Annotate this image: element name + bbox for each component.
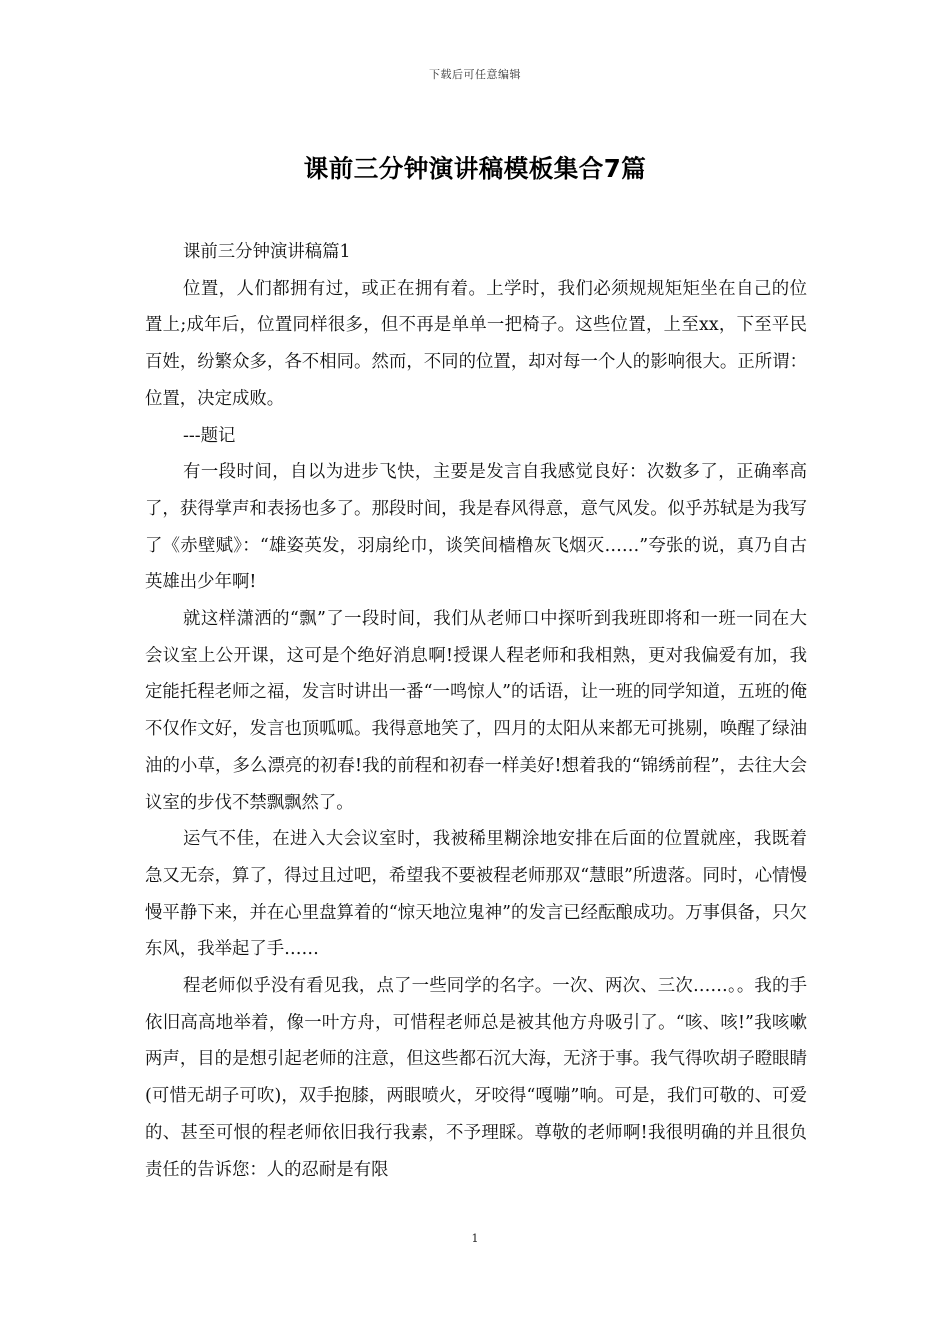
body-paragraph: 就这样潇洒的“飘”了一段时间，我们从老师口中探听到我班即将和一班一同在大会议室上公开课，这可是个绝好消息啊!授课人程老师和我相熟，更对我偏爱有加，我定能托程老师之福，发言时讲出一番“一鸣惊人”的话语，让一班的同学知道，五班的俺不仅作文好，发言也顶呱呱。我得意地笑了，四月的太阳从来都无可挑剔，唤醒了绿油油的小草，多么漂亮的初春!我的前程和初春一样美好!想着我的“锦绣前程”，去往大会议室的步伐不禁飘飘然了。 — [145, 609, 807, 813]
body-paragraph: 有一段时间，自以为进步飞快，主要是发言自我感觉良好：次数多了，正确率高了，获得掌声和表扬也多了。那段时间，我是春风得意，意气风发。似乎苏轼是为我写了《赤壁赋》：“雄姿英发，羽扇纶巾，谈笑间樯橹灰飞烟灭……”夸张的说，真乃自古英雄出少年啊! — [145, 462, 807, 593]
body-paragraph: 运气不佳，在进入大会议室时，我被稀里糊涂地安排在后面的位置就座，我既着急又无奈，算了，得过且过吧，希望我不要被程老师那双“慧眼”所遗落。同时，心情慢慢平静下来，并在心里盘算着的“惊天地泣鬼神”的发言已经酝酿成功。万事俱备，只欠东风，我举起了手…… — [145, 829, 807, 960]
page-header: 下载后可任意编辑 — [429, 68, 521, 81]
section-heading: 课前三分钟演讲稿篇1 — [183, 242, 351, 262]
document-title: 课前三分钟演讲稿模板集合7篇 — [303, 154, 647, 183]
body-paragraph: 位置，人们都拥有过，或正在拥有着。上学时，我们必须规规矩矩坐在自己的位置上;成年后，位置同样很多，但不再是单单一把椅子。这些位置，上至xx，下至平民百姓，纷繁众多，各不相同。然而，不同的位置，却对每一个人的影响很大。正所谓：位置，决定成败。 — [145, 278, 807, 409]
document-body — [145, 234, 807, 1188]
epigraph-attribution: ---题记 — [183, 425, 236, 446]
body-paragraph: 程老师似乎没有看见我，点了一些同学的名字。一次、两次、三次……。。我的手依旧高高地举着，像一叶方舟，可惜程老师总是被其他方舟吸引了。“咳、咳!”我咳嗽两声，目的是想引起老师的注意，但这些都石沉大海，无济于事。我气得吹胡子瞪眼睛(可惜无胡子可吹)，双手抱膝，两眼喷火，牙咬得“嘎嘣”响。可是，我们可敬的、可爱的、甚至可恨的程老师依旧我行我素，不予理睬。尊敬的老师啊!我很明确的并且很负责任的告诉您：人的忍耐是有限 — [145, 976, 807, 1180]
page-number: 1 — [471, 1232, 479, 1245]
